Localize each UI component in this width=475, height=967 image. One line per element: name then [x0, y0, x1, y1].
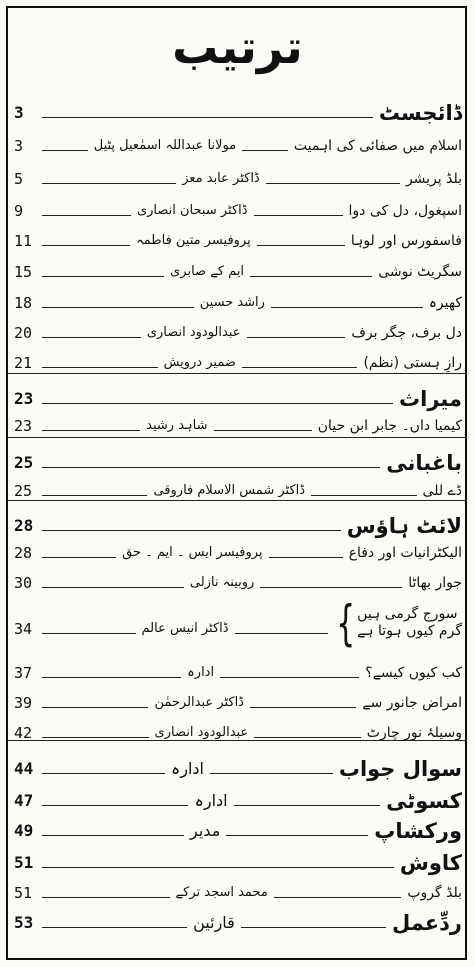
- leader-line: [226, 835, 368, 836]
- entry-author: مولانا عبداللہ اسمٰعیل پٹیل: [93, 138, 237, 153]
- leader-line: [247, 337, 346, 338]
- leader-line: [42, 927, 187, 928]
- toc-entry: [14, 133, 462, 157]
- entry-author: پروفیسر متین فاطمہ: [136, 233, 251, 248]
- leader-line: [241, 927, 386, 928]
- leader-line: [42, 467, 380, 468]
- section-title: سوال جواب: [338, 757, 462, 781]
- leader-line: [42, 530, 341, 531]
- page-number: 28: [14, 544, 33, 562]
- entry-author: روبینہ نازلی: [189, 575, 255, 590]
- leader-line: [250, 276, 372, 277]
- leader-line: [42, 867, 394, 868]
- entry-author: ادارہ: [194, 791, 228, 810]
- leader-line: [42, 183, 176, 184]
- page-number: 28: [14, 516, 34, 535]
- section-title: ردِّعمل: [391, 911, 462, 935]
- leader-line: [260, 587, 402, 588]
- page-number: 5: [14, 170, 24, 188]
- section-title: ورکشاپ: [374, 819, 462, 843]
- entry-title: کب کیوں کیسے؟: [365, 665, 462, 681]
- page-number: 21: [13, 354, 33, 372]
- entry-title: سگریٹ نوشی: [378, 264, 462, 280]
- toc-section: [14, 788, 462, 812]
- leader-line: [42, 897, 170, 898]
- leader-line: [271, 307, 423, 308]
- entry-author: پروفیسر ایس ۔ ایم ۔ حق: [122, 545, 263, 560]
- toc-entry: [14, 690, 462, 714]
- page-number: 51: [13, 884, 33, 902]
- leader-line: [269, 557, 343, 558]
- entry-author: عبدالودود انصاری: [146, 325, 241, 340]
- entry-title: دل برف، جگر برف: [351, 325, 462, 341]
- entry-author: محمد اسجد ترکے: [175, 885, 268, 900]
- entry-title: [357, 606, 462, 640]
- leader-line: [234, 805, 381, 806]
- entry-title-line: سورج گرمی ہیں: [357, 606, 458, 622]
- section-title: باغبانی: [386, 451, 462, 475]
- toc-entry: [14, 228, 462, 252]
- leader-line: [42, 276, 164, 277]
- leader-line: [42, 737, 149, 738]
- page-number: 39: [14, 694, 33, 712]
- page-number: 44: [14, 759, 34, 778]
- entry-title: فاسفورس اور لوہا: [350, 233, 462, 249]
- toc-section: [14, 386, 462, 410]
- page-number: 11: [14, 232, 33, 250]
- leader-line: [274, 897, 402, 898]
- toc-entry: [14, 166, 462, 190]
- leader-line: [42, 117, 373, 118]
- leader-line: [42, 707, 148, 708]
- page-number: 25: [14, 453, 34, 472]
- leader-line: [42, 337, 141, 338]
- page-number: 42: [13, 724, 33, 742]
- section-title: ڈائجسٹ: [378, 101, 462, 125]
- entry-author: مدیر: [190, 821, 221, 840]
- entry-author: ڈاکٹر عبدالرحمٰن: [154, 695, 244, 710]
- leader-line: [42, 150, 88, 151]
- entry-title: جوار بھاٹا: [408, 575, 462, 591]
- entry-author: عبدالودود انصاری: [154, 725, 249, 740]
- entry-title: ڈے للی: [422, 483, 462, 499]
- leader-line: [242, 150, 288, 151]
- entry-title: الیکٹرانیات اور دفاع: [348, 545, 462, 561]
- entry-title: کھیرہ: [428, 295, 462, 311]
- leader-line: [257, 245, 345, 246]
- page-number: 3: [14, 137, 24, 155]
- page-number: 49: [14, 821, 34, 840]
- page-number: 18: [13, 294, 33, 312]
- leader-line: [242, 367, 358, 368]
- leader-line: [42, 633, 136, 634]
- page-number: 53: [13, 913, 34, 932]
- page-number: 20: [13, 324, 33, 342]
- entry-title-line: گرم کیوں ہوتا ہے: [357, 623, 462, 639]
- page-number: 3: [14, 103, 24, 122]
- toc-entry: [14, 350, 462, 374]
- page-number: 15: [13, 263, 33, 281]
- leader-line: [42, 215, 131, 216]
- toc-entry: [14, 660, 462, 684]
- page-number: 30: [13, 574, 33, 592]
- entry-author: ضمیر درویش: [163, 355, 236, 370]
- entry-author: راشد حسین: [199, 295, 265, 310]
- page-number: 23: [14, 389, 34, 408]
- page-number: 34: [14, 620, 33, 638]
- section-title: میراث: [399, 387, 462, 411]
- toc-entry: [14, 259, 462, 283]
- page-number: 37: [14, 664, 33, 682]
- toc-entry: [14, 478, 462, 502]
- leader-line: [42, 430, 140, 431]
- page-number: 25: [13, 482, 33, 500]
- toc-section: [14, 910, 462, 934]
- entry-title: بلڈ گروپ: [407, 885, 462, 901]
- entry-author: قارئین: [193, 913, 235, 932]
- toc-section: [14, 756, 462, 780]
- leader-line: [42, 835, 184, 836]
- section-divider: [8, 740, 467, 741]
- entry-title: بلڈ پریشر: [405, 171, 462, 187]
- leader-line: [42, 367, 158, 368]
- page-number: 51: [14, 853, 34, 872]
- page-number: 47: [13, 791, 34, 810]
- entry-title: رازِ ہستی (نظم): [363, 355, 462, 371]
- entry-author: ادارہ: [170, 759, 204, 778]
- leader-line: [254, 215, 343, 216]
- leader-line: [311, 495, 416, 496]
- leader-line: [254, 737, 361, 738]
- leader-line: [42, 245, 130, 246]
- section-divider: [8, 373, 467, 374]
- leader-line: [235, 633, 329, 634]
- entry-author: ایم کے صابری: [170, 264, 245, 279]
- toc-entry: [14, 320, 462, 344]
- page-number: 23: [13, 417, 33, 435]
- leader-line: [266, 183, 400, 184]
- entry-author: ڈاکٹر سبحان انصاری: [136, 203, 248, 218]
- section-title: کسوٹی: [386, 789, 462, 813]
- toc-section: [14, 818, 462, 842]
- leader-line: [250, 707, 356, 708]
- leader-line: [42, 805, 189, 806]
- leader-line: [42, 307, 194, 308]
- leader-line: [210, 773, 333, 774]
- section-title: لائٹ ہاؤس: [346, 514, 462, 538]
- leader-line: [214, 430, 312, 431]
- section-divider: [8, 437, 467, 438]
- leader-line: [220, 677, 359, 678]
- toc-section: [14, 100, 462, 124]
- toc-entry: [14, 413, 462, 437]
- entry-author: ڈاکٹر شمس الاسلام فاروقی: [153, 483, 306, 498]
- entry-title: اسپغول، دل کی دوا: [348, 203, 462, 219]
- toc-entry: [14, 596, 462, 653]
- page-title: ترتیب: [172, 20, 303, 74]
- brace-mark: }: [336, 596, 356, 653]
- entry-author: ڈاکٹر عابد معز: [182, 171, 260, 186]
- leader-line: [42, 773, 165, 774]
- toc-section: [14, 450, 462, 474]
- leader-line: [42, 587, 184, 588]
- toc-entry: [14, 290, 462, 314]
- leader-line: [42, 557, 116, 558]
- toc-section: [14, 513, 462, 537]
- toc-entry: [14, 570, 462, 594]
- leader-line: [42, 677, 181, 678]
- toc-section: [14, 850, 462, 874]
- entry-author: شاہد رشید: [146, 418, 208, 433]
- entry-title: کیمیا داں۔ جابر ابن حیان: [317, 418, 462, 434]
- entry-title: وسیلۂ نور چارٹ: [366, 725, 462, 741]
- leader-line: [42, 403, 393, 404]
- leader-line: [42, 495, 147, 496]
- entry-title: اسلام میں صفائی کی اہمیت: [293, 138, 462, 154]
- entry-author: ادارہ: [187, 665, 215, 680]
- page-number: 9: [14, 202, 24, 220]
- section-divider: [8, 500, 467, 501]
- section-title: کاوش: [399, 851, 462, 875]
- toc-entry: [14, 880, 462, 904]
- entry-author: ڈاکٹر انیس عالم: [141, 621, 229, 636]
- entry-title: امراض جانور سے: [362, 695, 462, 711]
- toc-entry: [14, 540, 462, 564]
- toc-entry: [14, 198, 462, 222]
